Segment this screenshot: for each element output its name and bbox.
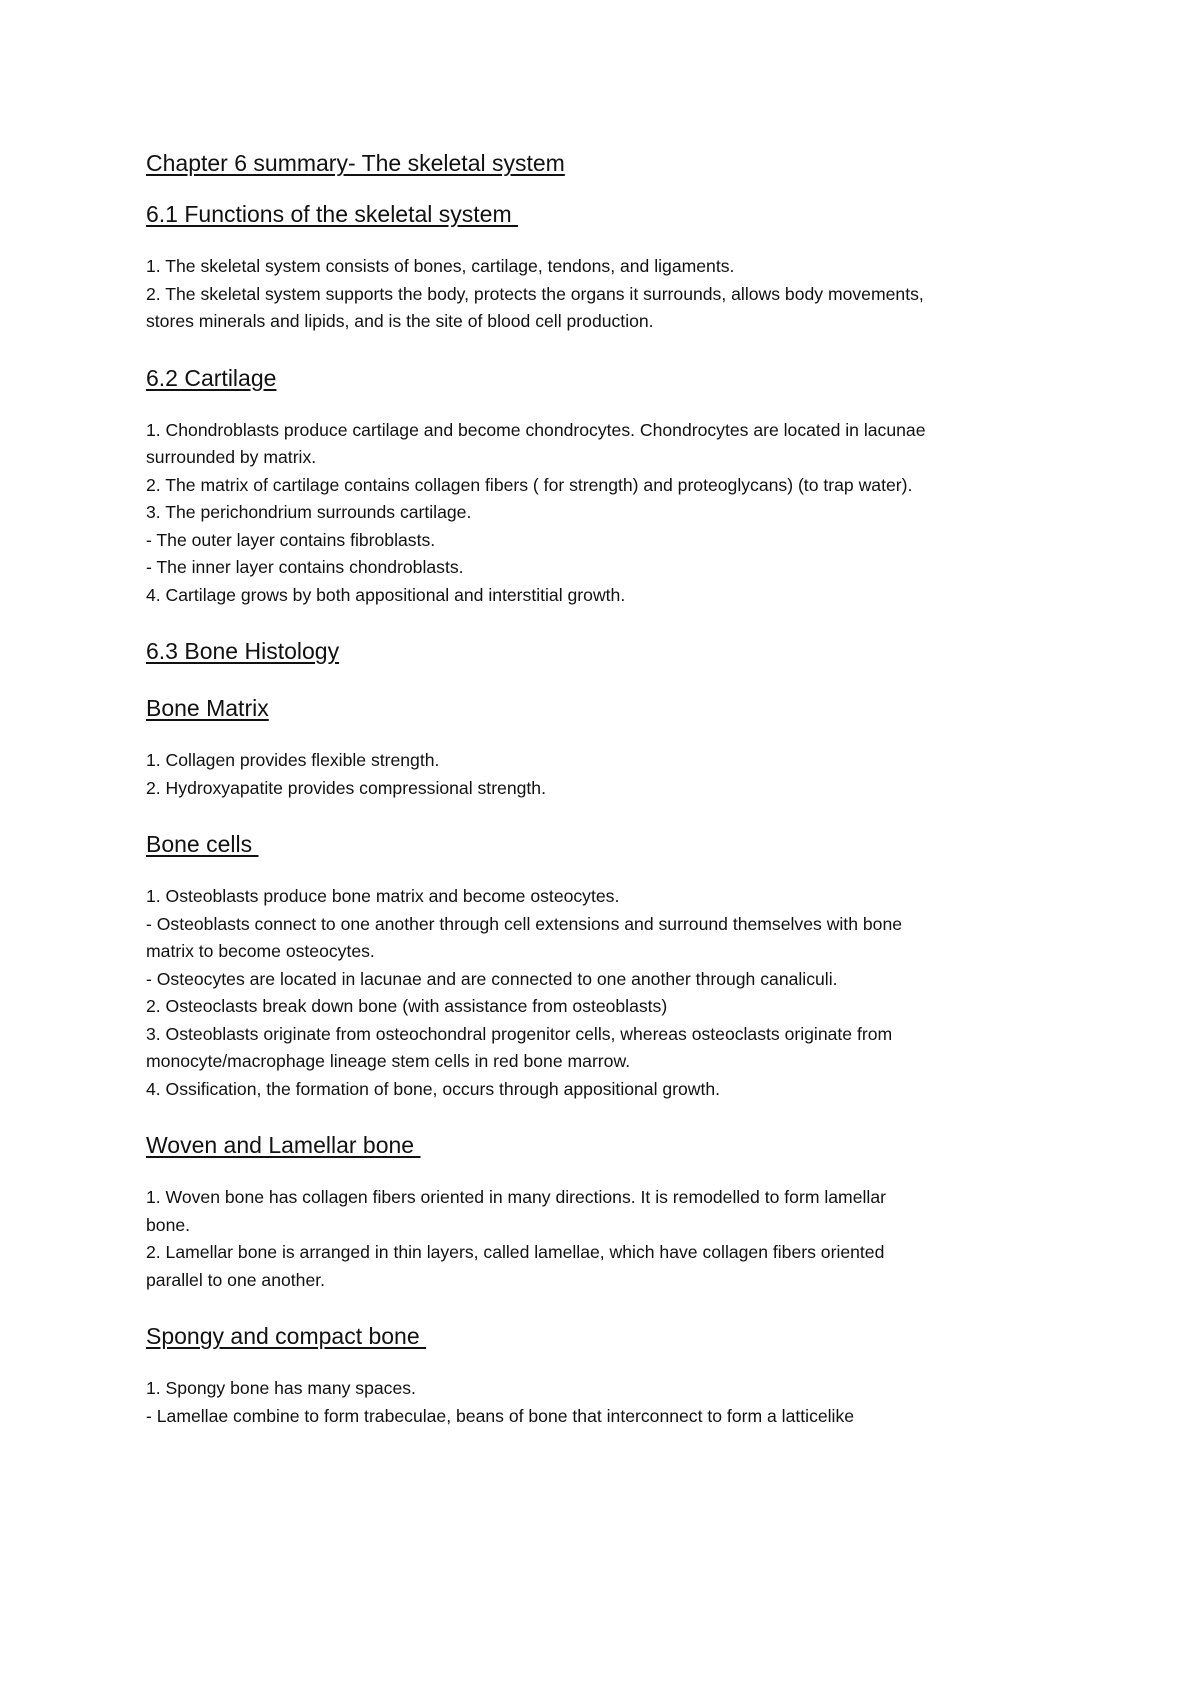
section-line: 4. Ossification, the formation of bone, occurs through appositional growth.: [146, 1078, 721, 1099]
section-line: 1. Chondroblasts produce cartilage and become chondrocytes. Chondrocytes are located in lacunae: [146, 419, 926, 440]
section-line: - The outer layer contains fibroblasts.: [146, 529, 436, 550]
section-line: 3. Osteoblasts originate from osteochondral progenitor cells, whereas osteoclasts originate from: [146, 1023, 893, 1044]
section-line: 1. Osteoblasts produce bone matrix and become osteocytes.: [146, 886, 620, 906]
section-line: stores minerals and lipids, and is the site of blood cell production.: [146, 311, 654, 331]
section-line: - Osteoblasts connect to one another through cell extensions and surround themselves with bone: [146, 913, 903, 934]
section-line: 2. The matrix of cartilage contains collagen fibers ( for strength) and proteoglycans) (to trap water).: [146, 474, 913, 495]
section-line: monocyte/macrophage lineage stem cells in red bone marrow.: [146, 1051, 631, 1071]
subsection-heading-woven-lamellar: Woven and Lamellar bone: [146, 1132, 421, 1158]
section-line: - Lamellae combine to form trabeculae, beans of bone that interconnect to form a latticelike: [146, 1405, 855, 1426]
section-line: matrix to become osteocytes.: [146, 941, 375, 961]
subsection-heading-spongy-compact: Spongy and compact bone: [146, 1323, 427, 1349]
section-line: bone.: [146, 1214, 191, 1235]
document-title: Chapter 6 summary- The skeletal system: [146, 150, 565, 176]
section-line: 2. Lamellar bone is arranged in thin layers, called lamellae, which have collagen fibers oriented: [146, 1242, 885, 1262]
section-line: 2. The skeletal system supports the body, protects the organs it surrounds, allows body movements,: [146, 283, 924, 304]
section-line: surrounded by matrix.: [146, 447, 317, 467]
section-line: 1. Spongy bone has many spaces.: [146, 1378, 416, 1398]
section-line: - The inner layer contains chondroblasts.: [146, 557, 464, 577]
section-line: - Osteocytes are located in lacunae and are connected to one another through canaliculi.: [146, 968, 838, 989]
section-line: 1. Woven bone has collagen fibers oriented in many directions. It is remodelled to form lamellar: [146, 1187, 886, 1207]
section-heading-cartilage: 6.2 Cartilage: [146, 364, 277, 391]
section-line: 2. Osteoclasts break down bone (with assistance from osteoblasts): [146, 996, 668, 1016]
section-heading-bone-histology: 6.3 Bone Histology: [146, 638, 340, 664]
subsection-heading-bone-cells: Bone cells: [146, 831, 259, 857]
section-line: 2. Hydroxyapatite provides compressional strength.: [146, 777, 546, 798]
subsection-heading-bone-matrix: Bone Matrix: [146, 695, 269, 721]
document-content: [146, 148, 1076, 1430]
section-line: 4. Cartilage grows by both appositional and interstitial growth.: [146, 584, 626, 605]
section-line: 1. The skeletal system consists of bones, cartilage, tendons, and ligaments.: [146, 256, 735, 276]
section-line: 3. The perichondrium surrounds cartilage.: [146, 502, 472, 522]
section-heading-functions: 6.1 Functions of the skeletal system: [146, 201, 519, 227]
section-line: 1. Collagen provides flexible strength.: [146, 750, 440, 770]
section-line: parallel to one another.: [146, 1269, 326, 1290]
